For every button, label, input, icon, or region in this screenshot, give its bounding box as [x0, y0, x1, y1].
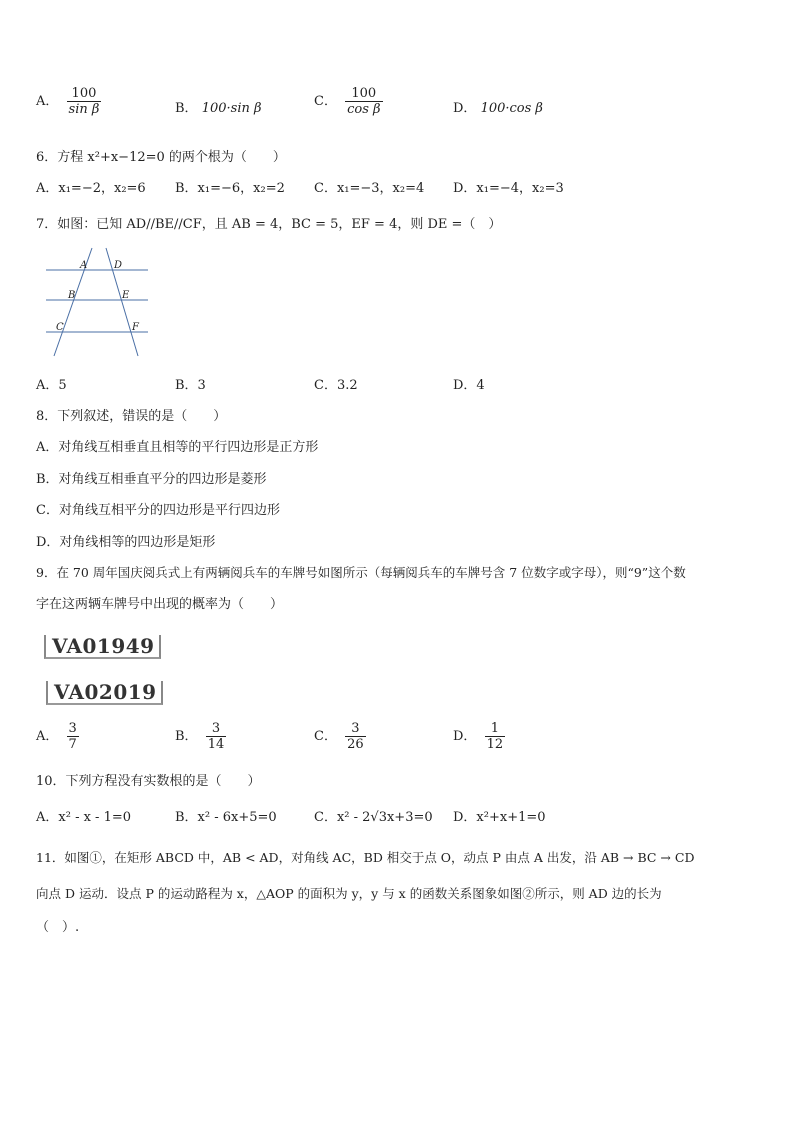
denominator: 26	[347, 737, 364, 752]
q7-option-c: C．3.2	[314, 378, 358, 393]
q11-line1: 11．如图①，在矩形 ABCD 中，AB < AD，对角线 AC，BD 相交于点 O，动点 P 由点 A 出发，沿 AB → BC → CD	[36, 850, 695, 865]
license-plate-2: VA02019	[46, 681, 163, 705]
q10-option-a: A．x² - x - 1=0	[36, 810, 132, 825]
option-text: 100·sin β	[201, 101, 262, 116]
numerator: 100	[351, 86, 377, 101]
q9-stem-line2: 字在这两辆车牌号中出现的概率为（ ）	[36, 597, 284, 612]
q10-option-d: D．x²+x+1=0	[453, 810, 546, 825]
q8-option-a: A．对角线互相垂直且相等的平行四边形是正方形	[36, 440, 319, 455]
q11-line2: 向点 D 运动．设点 P 的运动路程为 x，△AOP 的面积为 y，y 与 x 的函数关系图象如图②所示，则 AD 边的长为	[36, 886, 662, 901]
label-b: B	[68, 290, 76, 301]
label-d: D	[114, 260, 123, 271]
q6-option-b: B．x₁=−6，x₂=2	[175, 181, 285, 196]
fraction	[206, 721, 227, 752]
q9-option-b	[175, 721, 226, 752]
fraction	[345, 86, 382, 117]
q8-stem: 8．下列叙述，错误的是（ ）	[36, 409, 227, 424]
denominator: sin β	[68, 102, 100, 117]
option-label: B．	[175, 729, 198, 744]
q5-option-d	[453, 97, 543, 116]
denominator: 14	[207, 737, 225, 752]
label-e: E	[122, 290, 130, 301]
numerator: 100	[71, 86, 97, 101]
option-label: C．	[314, 729, 337, 744]
numerator: 3	[351, 721, 360, 736]
q6-option-d: D．x₁=−4，x₂=3	[453, 181, 564, 196]
label-f: F	[132, 322, 139, 333]
option-text: 100·cos β	[480, 101, 543, 116]
fraction	[67, 86, 102, 117]
option-label: B．	[175, 101, 198, 116]
fraction	[485, 721, 506, 752]
q8-option-c: C．对角线互相平分的四边形是平行四边形	[36, 503, 280, 518]
q10-option-c: C．x² - 2√3x+3=0	[314, 810, 433, 825]
label-c: C	[56, 322, 64, 333]
fraction	[67, 721, 79, 752]
parallel-lines-figure	[42, 244, 152, 360]
q7-option-a: A．5	[36, 378, 67, 393]
q8-option-d: D．对角线相等的四边形是矩形	[36, 535, 216, 550]
license-plate-1: VA01949	[44, 635, 161, 659]
option-label: A．	[36, 94, 59, 109]
denominator: cos β	[347, 102, 381, 117]
q9-option-c	[314, 721, 366, 752]
q9-option-a	[36, 721, 79, 752]
option-label: D．	[453, 101, 477, 116]
q7-option-b: B．3	[175, 378, 206, 393]
q6-option-c: C．x₁=−3，x₂=4	[314, 181, 425, 196]
numerator: 3	[211, 721, 221, 736]
q5-option-a	[36, 86, 101, 117]
q8-option-b: B．对角线互相垂直平分的四边形是菱形	[36, 472, 267, 487]
q11-line3: （ ）.	[36, 920, 80, 935]
q6-option-a: A．x₁=−2，x₂=6	[36, 181, 146, 196]
denominator: 7	[68, 737, 77, 752]
fraction	[345, 721, 366, 752]
q9-option-d	[453, 721, 505, 752]
option-label: D．	[453, 729, 477, 744]
option-label: C．	[314, 94, 337, 109]
q5-option-c	[314, 86, 383, 117]
q5-option-b	[175, 97, 262, 116]
q10-stem: 10．下列方程没有实数根的是（ ）	[36, 774, 261, 789]
numerator: 3	[68, 721, 77, 736]
q9-stem-line1: 9．在 70 周年国庆阅兵式上有两辆阅兵车的车牌号如图所示（每辆阅兵车的车牌号含 7 位数字或字母），则“9”这个数	[36, 565, 686, 580]
q6-stem: 6．方程 x²+x−12=0 的两个根为（ ）	[36, 150, 286, 165]
option-label: A．	[36, 729, 59, 744]
q10-option-b: B．x² - 6x+5=0	[175, 810, 277, 825]
label-a: A	[80, 260, 88, 271]
denominator: 12	[486, 737, 504, 752]
q7-stem: 7．如图：已知 AD//BE//CF，且 AB = 4，BC = 5，EF = 4，则 DE =（ ）	[36, 217, 502, 232]
q7-option-d: D．4	[453, 378, 485, 393]
numerator: 1	[490, 721, 499, 736]
